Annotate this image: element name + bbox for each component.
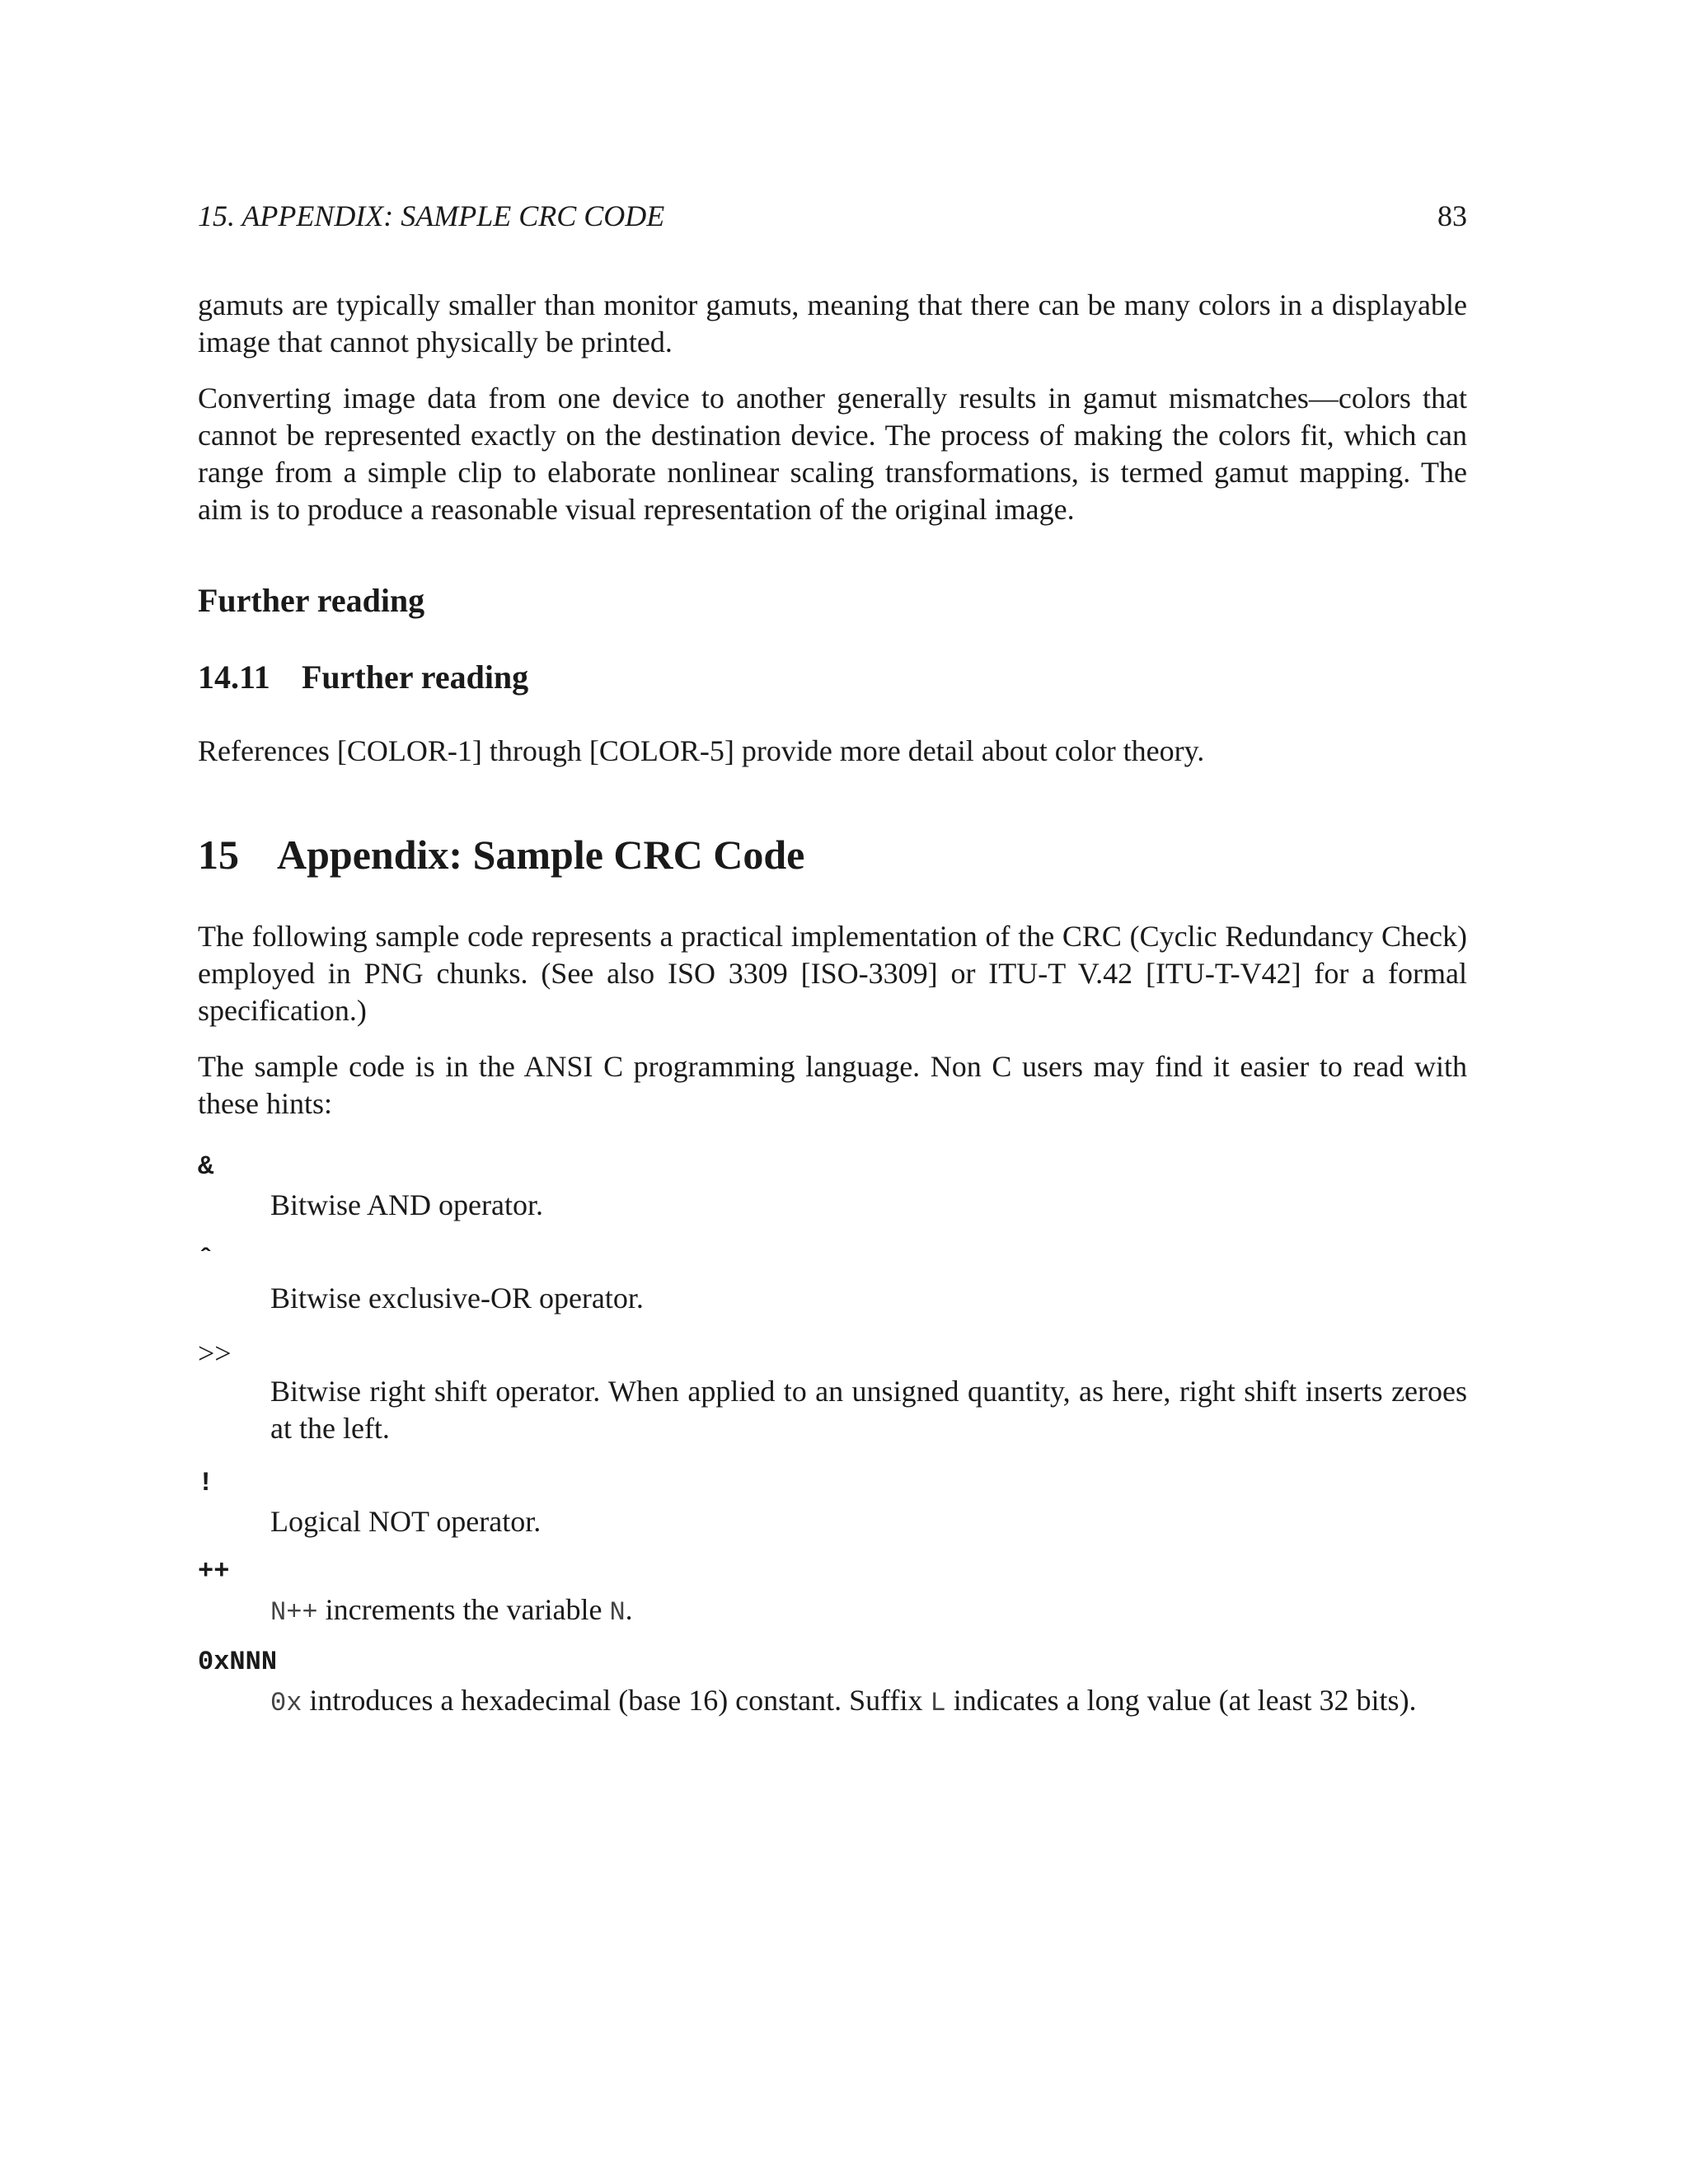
hints-list (198, 1151, 1467, 1722)
hint-desc-text: introduces a hexadecimal (base 16) constant. Suffix (302, 1684, 931, 1717)
document-page (198, 198, 1467, 1722)
section-title: Appendix: Sample CRC Code (277, 832, 805, 878)
paragraph-gamuts: gamuts are typically smaller than monitor gamuts, meaning that there can be many colors in a displayable image that cannot physically be printed. (198, 288, 1467, 359)
section-heading-15 (198, 830, 1467, 879)
hint-desc-text: indicates a long value (at least 32 bits). (945, 1684, 1417, 1717)
hint-term-not: ! (198, 1468, 214, 1498)
inline-code: L (930, 1688, 946, 1718)
subsection-number: 14.11 (198, 658, 270, 696)
hint-term-right-shift: >> (198, 1337, 232, 1370)
inline-code: N (609, 1597, 626, 1628)
subsection-heading-14-11 (198, 658, 1467, 697)
running-header (198, 198, 1467, 239)
hint-term-hex: 0xNNN (198, 1647, 278, 1677)
subsection-title: Further reading (302, 658, 529, 696)
hint-desc-not: Logical NOT operator. (270, 1505, 542, 1538)
hint-desc-hex (270, 1682, 1467, 1722)
hint-term-increment: ++ (198, 1556, 230, 1586)
hint-desc-increment (270, 1591, 1467, 1631)
section-number: 15 (198, 832, 239, 878)
inline-code: N++ (270, 1597, 318, 1628)
hint-desc-text: increments the variable (317, 1593, 610, 1626)
page-number: 83 (1437, 199, 1467, 232)
hint-term-xor: ˆ (198, 1244, 214, 1275)
paragraph-references: References [COLOR-1] through [COLOR-5] provide more detail about color theory. (198, 734, 1205, 767)
hint-desc-text: . (625, 1593, 633, 1626)
inline-code: 0x (270, 1688, 302, 1718)
running-header-title: 15. APPENDIX: SAMPLE CRC CODE (198, 199, 665, 232)
hint-desc-right-shift: Bitwise right shift operator. When applied to an unsigned quantity, as here, right shift inserts zeroes at the left. (270, 1375, 1467, 1445)
hint-desc-xor: Bitwise exclusive-OR operator. (270, 1282, 644, 1315)
paragraph-crc-intro: The following sample code represents a practical implementation of the CRC (Cyclic Redundancy Check) employed in PNG chunks. (See also ISO 3309 [ISO-3309] or ITU-T V.42 [ITU-T-V42] for a formal specification.) (198, 920, 1467, 1027)
heading-further-reading: Further reading (198, 582, 425, 619)
paragraph-gamut-mapping: Converting image data from one device to another generally results in gamut mismatches—colors that cannot be represented exactly on the destination device. The process of making the colors fit, which can range from a simple clip to elaborate nonlinear scaling transformations, is termed gamut mapping. The aim is to produce a reasonable visual representation of the original image. (198, 382, 1467, 526)
hint-desc-and: Bitwise AND operator. (270, 1188, 543, 1221)
hint-term-and: & (198, 1151, 214, 1182)
paragraph-ansi-c-hints: The sample code is in the ANSI C programming language. Non C users may find it easier to read with these hints: (198, 1050, 1467, 1120)
